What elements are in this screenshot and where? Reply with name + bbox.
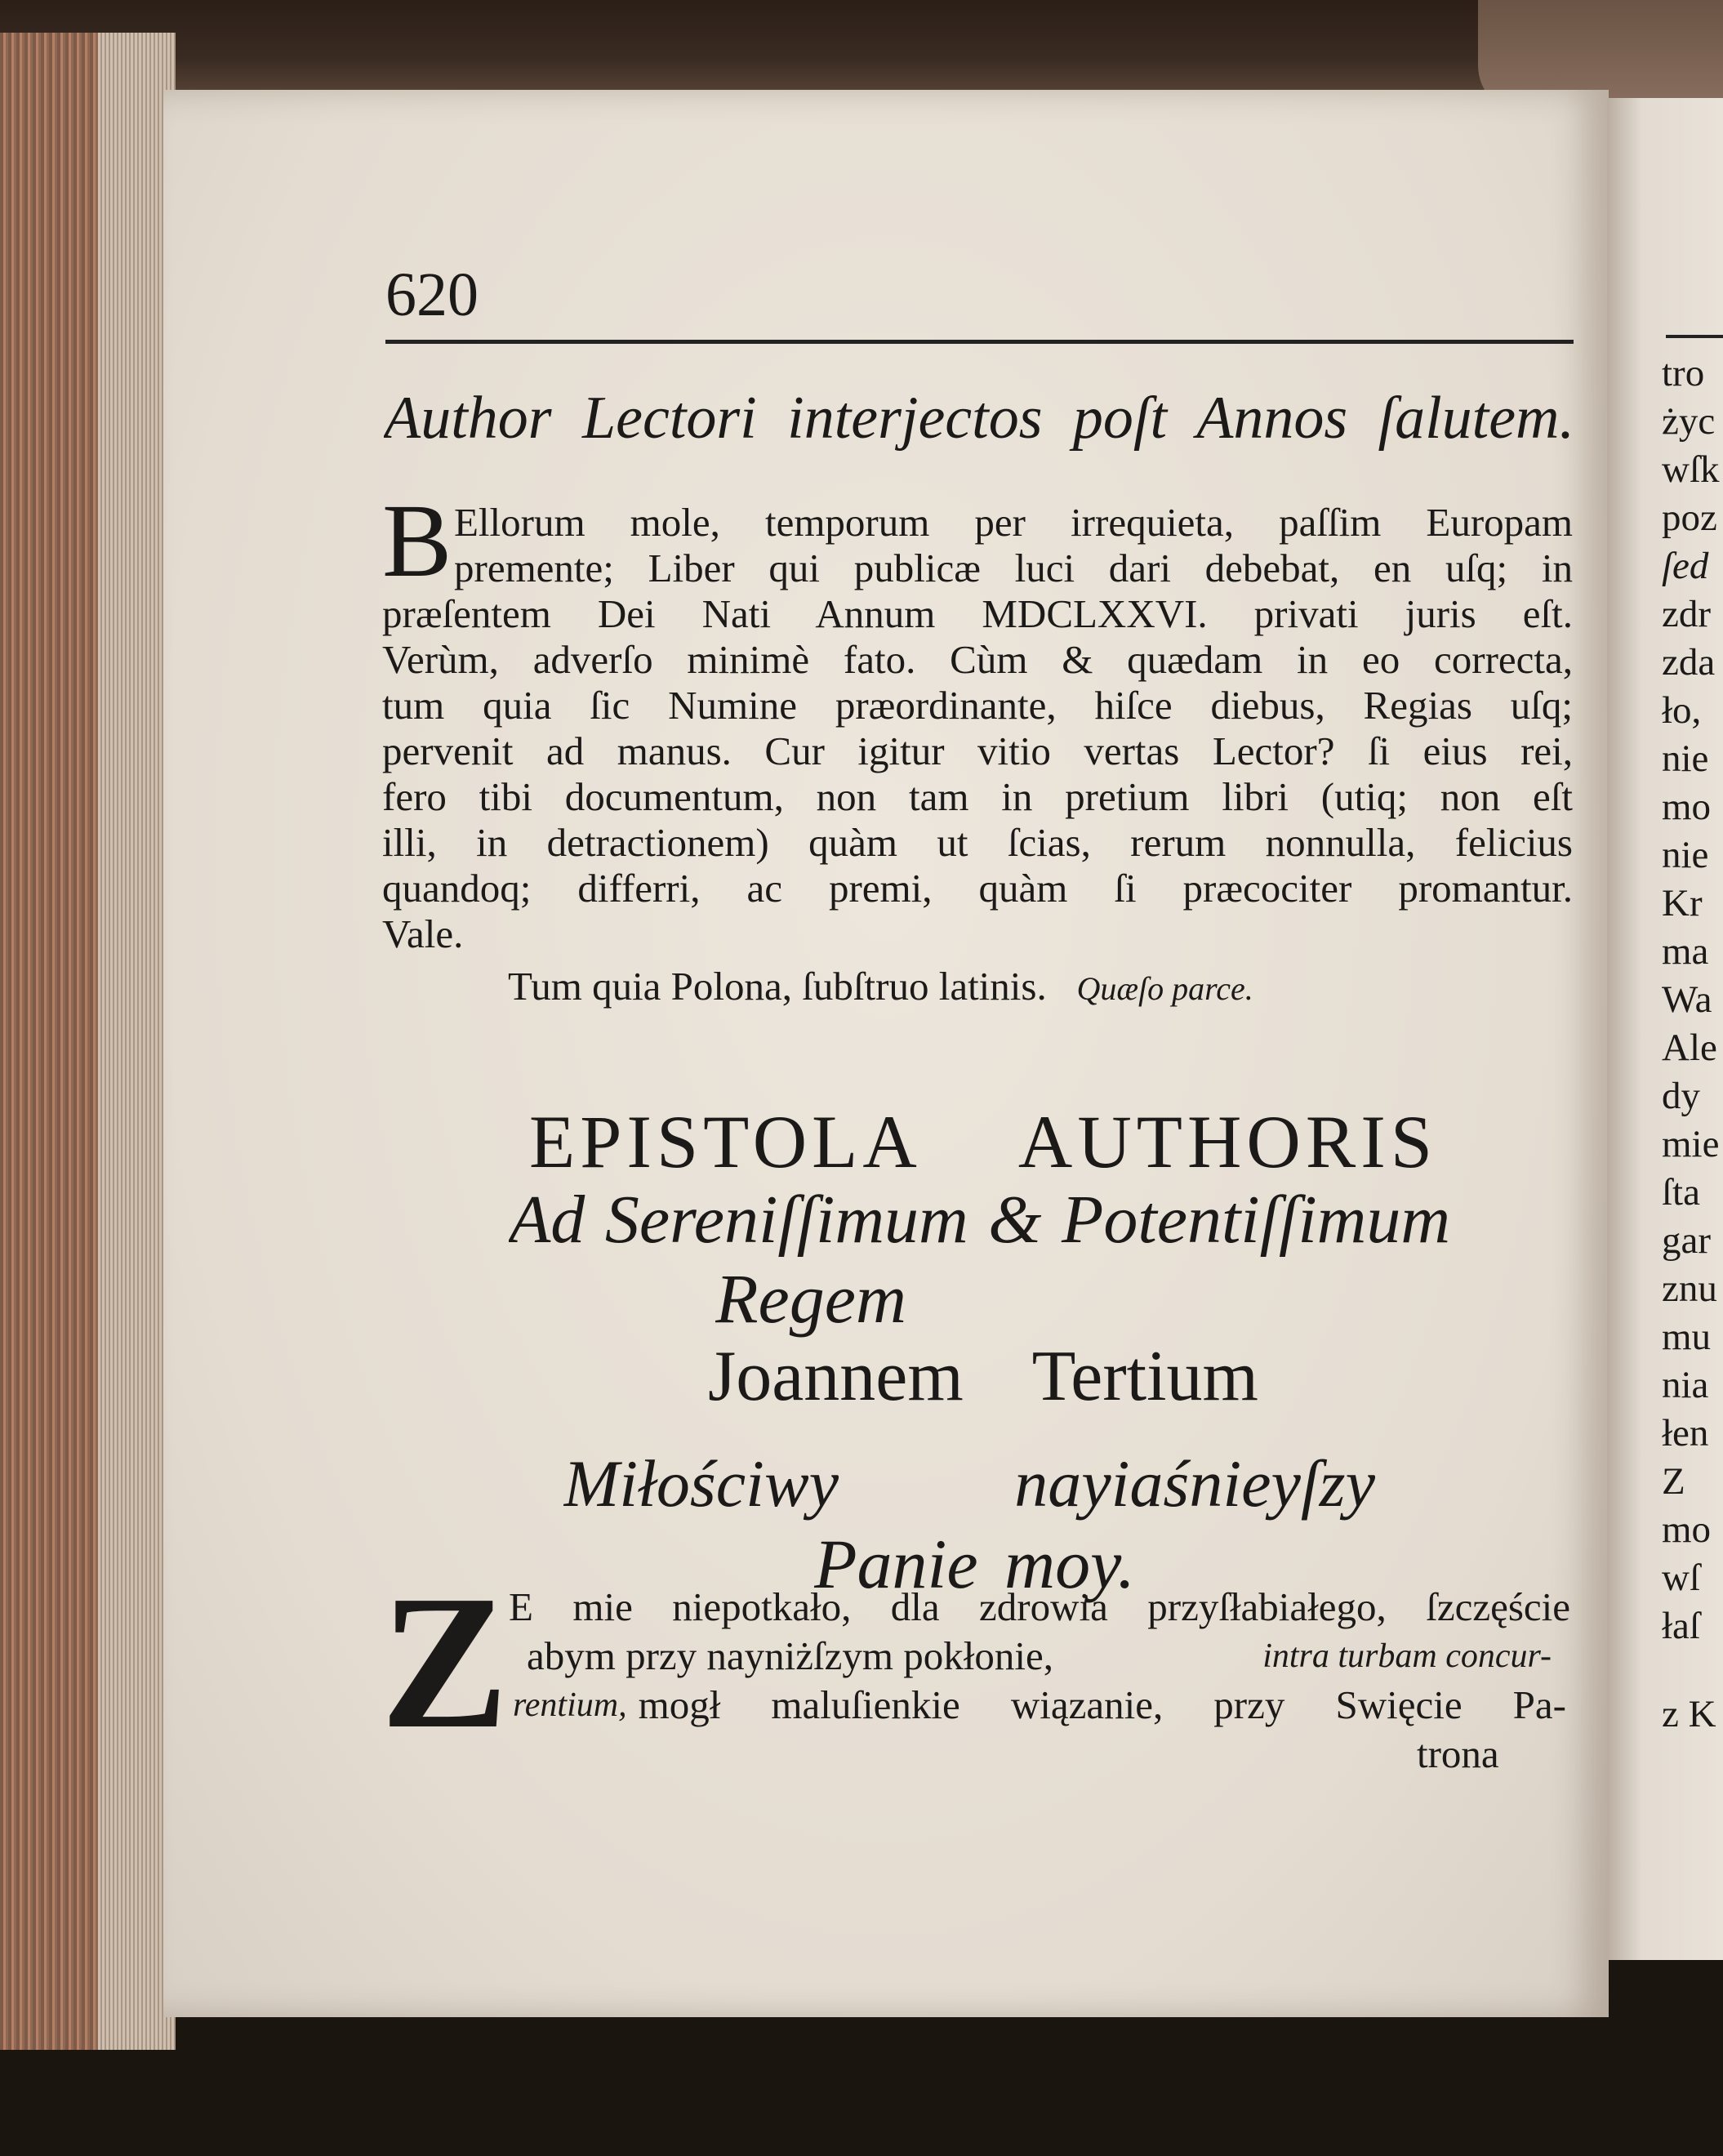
facing-last-line: z K [1662, 1693, 1716, 1735]
facing-line: nia [1662, 1364, 1709, 1406]
letter-line: E mie niepotkało, dla zdrowia przyſłabiałego, ſzczęście [509, 1584, 1570, 1629]
facing-line: życ [1662, 400, 1716, 443]
preface-line: Verùm, adverſo minimè fato. Cùm & quædam in eo correcta, [382, 637, 1573, 682]
preface-note [508, 964, 1253, 1012]
facing-line: wſ [1662, 1557, 1700, 1599]
letter-line [527, 1633, 1552, 1679]
facing-line: Z [1662, 1460, 1685, 1503]
drop-cap-b: B [382, 483, 452, 599]
drop-cap-z: Z [381, 1556, 509, 1768]
epistle-addressee: Joannem Tertium [708, 1337, 1258, 1416]
facing-line: gar [1662, 1219, 1712, 1262]
facing-line: ło, [1662, 689, 1702, 732]
salutation: Panie moy. [814, 1525, 1135, 1603]
facing-line: Wa [1662, 978, 1712, 1021]
epistle-addressee: Regem [715, 1259, 906, 1338]
facing-line: Kr [1662, 882, 1703, 924]
facing-line: ſta [1662, 1171, 1700, 1214]
facing-line: zda [1662, 641, 1716, 684]
preface-line: Ellorum mole, temporum per irrequieta, paſſim Europam [454, 500, 1573, 545]
preface-line: fero tibi documentum, non tam in pretium libri (utiq; non eſt [382, 774, 1573, 819]
preface-line: præſentem Dei Nati Annum MDCLXXVI. privati juris eſt. [382, 591, 1573, 636]
letter-text: mogł maluſienkie wiązanie, przy Swięcie Pa- [638, 1682, 1566, 1727]
facing-line: znu [1662, 1267, 1717, 1310]
facing-line: łen [1662, 1412, 1709, 1454]
facing-page-text [1662, 350, 1720, 1650]
preface-line: illi, in detractionem) quàm ut ſcias, rerum nonnulla, felicius [382, 820, 1573, 865]
facing-line: wſk [1662, 448, 1720, 491]
header-rule [385, 340, 1574, 344]
epistle-addressee: Ad Sereniſſimum & Potentiſſimum [509, 1182, 1450, 1258]
facing-line: łaſ [1662, 1605, 1700, 1647]
facing-line: dy [1662, 1075, 1700, 1117]
facing-line: nie [1662, 737, 1709, 780]
preface-line: premente; Liber qui publicæ luci dari debebat, en uſq; in [454, 546, 1573, 590]
letter-text: abym przy nayniżſzym pokłonie, [527, 1633, 1053, 1678]
section-heading: Author Lectori interjectos poſt Annos ſalutem. [384, 385, 1574, 452]
book-cover-top [0, 0, 1723, 98]
page-edges [0, 33, 176, 2050]
note-italic: Quæſo parce. [1076, 970, 1253, 1007]
preface-line: quandoq; differri, ac premi, quàm ſi præcociter promantur. [382, 866, 1573, 911]
note-text: Tum quia Polona, ſubſtruo latinis. [508, 964, 1047, 1009]
preface-line: pervenit ad manus. Cur igitur vitio vertas Lector? ſi eius rei, [382, 728, 1573, 773]
facing-line: zdr [1662, 593, 1712, 635]
facing-line: mu [1662, 1316, 1712, 1358]
facing-line: ſed [1662, 545, 1709, 587]
epistle-title: EPISTOLA AUTHORIS [529, 1100, 1437, 1183]
catchword: trona [1417, 1731, 1499, 1776]
facing-line: Ale [1662, 1027, 1717, 1069]
preface-closing: Vale. [382, 911, 464, 956]
salutation: Miłościwy nayiaśnieyſzy [563, 1446, 1375, 1521]
facing-line: mo [1662, 1508, 1712, 1551]
facing-line: mie [1662, 1123, 1720, 1165]
page-number: 620 [385, 261, 479, 329]
facing-line: nie [1662, 834, 1709, 876]
facing-line: poz [1662, 497, 1717, 539]
facing-header-rule [1666, 335, 1723, 338]
preface-line: tum quia ſic Numine præordinante, hiſce diebus, Regias uſq; [382, 683, 1573, 728]
facing-line: ma [1662, 930, 1709, 973]
letter-italic: rentium, [513, 1686, 627, 1724]
letter-italic: intra turbam concur- [1262, 1637, 1552, 1675]
facing-line: tro [1662, 352, 1705, 394]
letter-line [513, 1682, 1566, 1728]
facing-line: mo [1662, 786, 1712, 828]
